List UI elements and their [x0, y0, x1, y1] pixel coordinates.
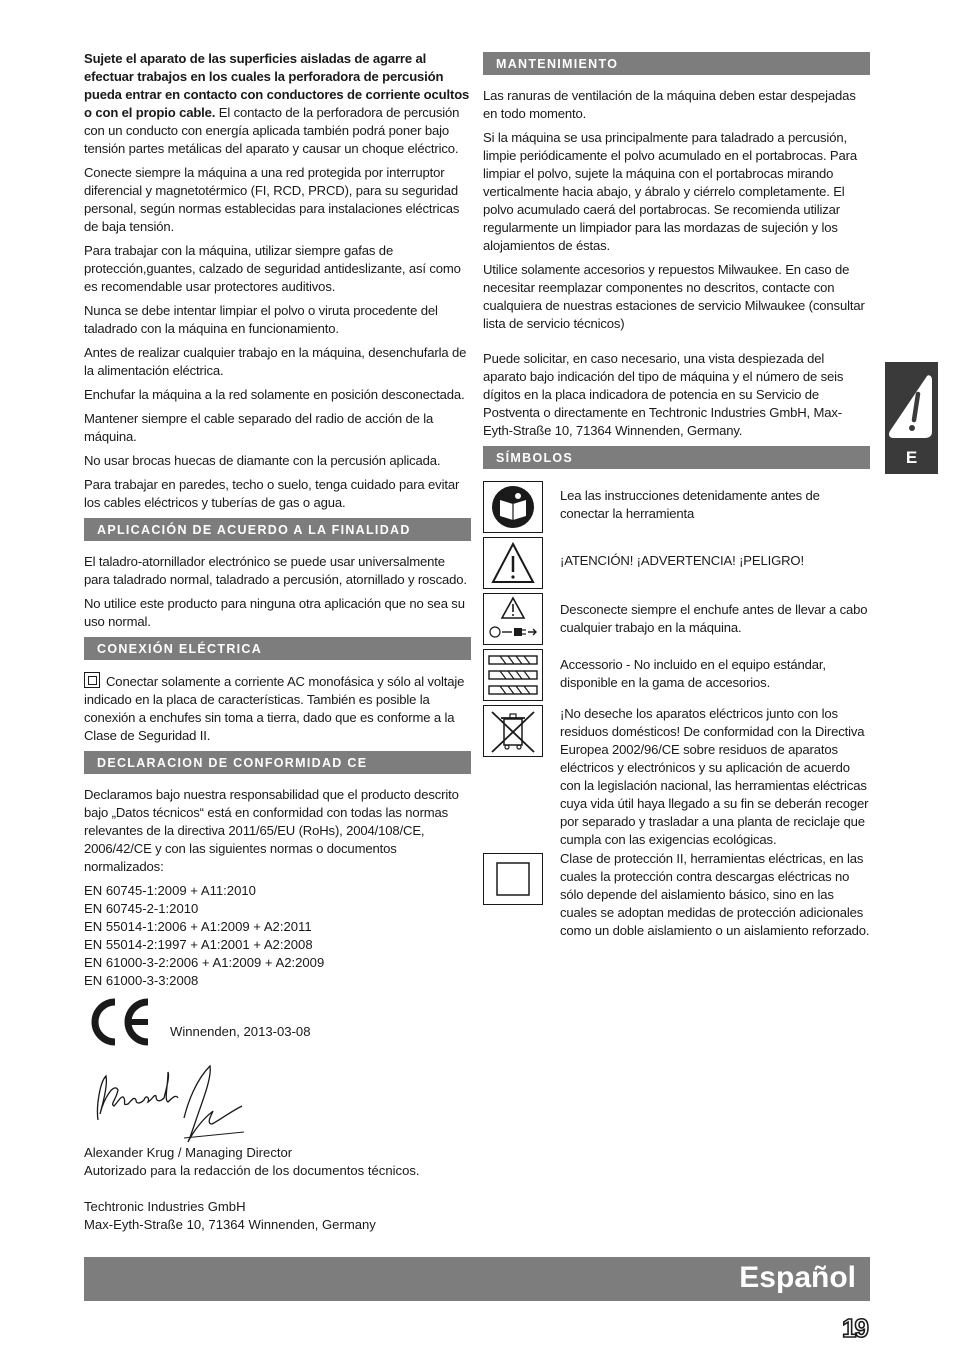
side-tab-warning [885, 362, 938, 446]
place-date: Winnenden, 2013-03-08 [170, 1024, 311, 1039]
safety-paragraph-dust: Nunca se debe intentar limpiar el polvo o viruta procedente del taladrado con la máquina en funcionamiento. [84, 303, 438, 336]
norm-item: EN 61000-3-2:2006 + A1:2009 + A2:2009 [84, 955, 325, 970]
ce-mark-icon [88, 998, 152, 1046]
signer-block [84, 1144, 471, 1234]
section-header-simbolos: SÍMBOLOS [483, 446, 870, 469]
signature [84, 1058, 471, 1144]
symbol-text: ¡No deseche los aparatos eléctricos junto con los residuos domésticos! De conformidad con la Directiva Europea 2002/96/CE sobre residuos de aparatos eléctricos y electrónicos y su aplicación de acuerdo con la legislación nacional, las herramientas eléctricas cuya vida útil haya llegado a su fin se deberán recoger por separado y trasladar a una planta de reciclaje que cumpla con las exigencias ecológicas. [560, 706, 869, 847]
unplug-warning-icon [483, 593, 543, 645]
safety-paragraph-unplug: Antes de realizar cualquier trabajo en la máquina, desenchufarla de la alimentación eléctrica. [84, 345, 467, 378]
mantenimiento-paragraph-1: Las ranuras de ventilación de la máquina deben estar despejadas en todo momento. [483, 88, 856, 121]
safety-paragraph-ppe: Para trabajar con la máquina, utilizar siempre gafas de protección,guantes, calzado de seguridad antideslizante, así como es recomendable usar protectores auditivos. [84, 243, 461, 294]
section-header-conexion: CONEXIÓN ELÉCTRICA [84, 637, 471, 660]
read-manual-icon [483, 481, 543, 533]
page-number: 19 [842, 1313, 867, 1343]
safety-paragraph-cable: Mantener siempre el cable separado del radio de acción de la máquina. [84, 411, 434, 444]
norm-item: EN 55014-1:2006 + A1:2009 + A2:2011 [84, 919, 312, 934]
mantenimiento-paragraph-4: Puede solicitar, en caso necesario, una vista despiezada del aparato bajo indicación del tipo de máquina y el número de seis dígitos en la placa indicadora de potencia en su Servicio de Postventa o directamente en Techtronic Industries GmbH, Max-Eyth-Straße 10, 71364 Winnenden, Germany. [483, 351, 844, 438]
safety-paragraph-walls: Para trabajar en paredes, techo o suelo, tenga cuidado para evitar los cables eléctricos y tuberías de gas o agua. [84, 477, 460, 510]
section-header-mantenimiento: MANTENIMIENTO [483, 52, 870, 75]
symbol-text: Clase de protección II, herramientas eléctricas, en las cuales la protección contra descargas eléctricas no sólo depende del aislamiento básico, sino en las cuales se adoptan medidas de protección adicionales como un doble aislamiento o un aislamiento reforzado. [560, 851, 870, 938]
conexion-paragraph [84, 672, 471, 745]
side-tab-letter: E [905, 448, 918, 467]
safety-paragraph-rest: El contacto de la perforadora de percusión con un conducto con energía aplicada también podrá poner bajo tensión partes metálicas del aparato y causar un choque eléctrico. [84, 105, 460, 156]
symbols-list [483, 481, 870, 938]
weee-bin-icon [483, 705, 543, 757]
company-address: Max-Eyth-Straße 10, 71364 Winnenden, Germany [84, 1217, 376, 1232]
warning-triangle-icon [483, 537, 543, 589]
safety-paragraph-rcd: Conecte siempre la máquina a una red protegida por interruptor diferencial y magnetotérmico (FI, RCD, PRCD), para su seguridad personal, según normas establecidas para instalaciones eléctricas de baja tensión. [84, 165, 460, 234]
norm-item: EN 55014-2:1997 + A1:2001 + A2:2008 [84, 937, 313, 952]
safety-paragraph-bold: Sujete el aparato de las superficies aisladas de agarre al efectuar trabajos en los cuales la perforadora de percusión pueda entrar en contacto con conductores de corriente ocultos o con el propio cable. [84, 51, 470, 120]
side-tab-warning-icon [885, 362, 938, 446]
symbol-text: Accessorio - No incluido en el equipo estándar, disponible en la gama de accesorios. [560, 657, 826, 690]
right-column [483, 52, 870, 938]
class-ii-small-icon [84, 672, 100, 688]
norm-item: EN 61000-3-3:2008 [84, 973, 199, 988]
section-header-aplicacion: APLICACIÓN DE ACUERDO A LA FINALIDAD [84, 518, 471, 541]
safety-paragraph-plug-off: Enchufar la máquina a la red solamente en posición desconectada. [84, 387, 465, 402]
symbol-text: ¡ATENCIÓN! ¡ADVERTENCIA! ¡PELIGRO! [560, 553, 804, 568]
side-tab [885, 362, 938, 474]
signer-name: Alexander Krug / Managing Director [84, 1145, 293, 1160]
class-ii-icon [483, 853, 543, 905]
company-name: Techtronic Industries GmbH [84, 1199, 246, 1214]
mantenimiento-paragraph-2: Si la máquina se usa principalmente para taladrado a percusión, limpie periódicamente el polvo acumulado en el portabrocas. Para limpiar el polvo, sujete la máquina con el portabrocas mirando verticalmente hacia abajo, y ábralo y ciérrelo completamente. El polvo acumulado caerá del portabrocas. Se recomienda utilizar regularmente un limpiador para las mordazas de sujeción y los alojamientos de éstas. [483, 130, 857, 253]
mantenimiento-paragraph-3: Utilice solamente accesorios y repuestos Milwaukee. En caso de necesitar reemplazar componentes no descritos, contacte con cualquiera de nuestras estaciones de servicio Milwaukee (consultar lista de servicio técnicos) [483, 262, 865, 331]
signer-note: Autorizado para la redacción de los documentos técnicos. [84, 1163, 420, 1178]
symbol-text: Lea las instrucciones detenidamente antes de conectar la herramienta [560, 488, 820, 521]
aplicacion-paragraph-2: No utilice este producto para ninguna otra aplicación que no sea su uso normal. [84, 596, 465, 629]
declaracion-paragraph: Declaramos bajo nuestra responsabilidad que el producto descrito bajo „Datos técnicos“ está en conformidad con todas las normas relevantes de la directiva 2011/65/EU (RoHs), 2004/108/CE, 2006/42/CE y con las siguientes normas o documentos normalizados: [84, 787, 459, 874]
left-column [84, 50, 471, 1234]
aplicacion-paragraph-1: El taladro-atornillador electrónico se puede usar universalmente para taladrado normal, taladrado a percusión, atornillado y roscado. [84, 554, 467, 587]
language-label: Español [739, 1261, 856, 1294]
symbol-text: Desconecte siempre el enchufe antes de llevar a cabo cualquier trabajo en la máquina. [560, 602, 868, 635]
handwritten-signature-icon [84, 1058, 254, 1144]
section-header-declaracion: DECLARACION DE CONFORMIDAD CE [84, 751, 471, 774]
accessory-icon [483, 649, 543, 701]
safety-paragraph-diamond-bits: No usar brocas huecas de diamante con la percusión aplicada. [84, 453, 441, 468]
norm-item: EN 60745-1:2009 + A11:2010 [84, 883, 256, 898]
norms-list [84, 882, 471, 990]
footer-language-bar [84, 1257, 870, 1301]
ce-row [84, 998, 471, 1054]
norm-item: EN 60745-2-1:2010 [84, 901, 199, 916]
conexion-text: Conectar solamente a corriente AC monofásica y sólo al voltaje indicado en la placa de características. También es posible la conexión a enchufes sin toma a tierra, dado que es conforme a la Clase de Seguridad II. [84, 674, 465, 743]
safety-paragraph-hidden-conductors [84, 50, 471, 158]
